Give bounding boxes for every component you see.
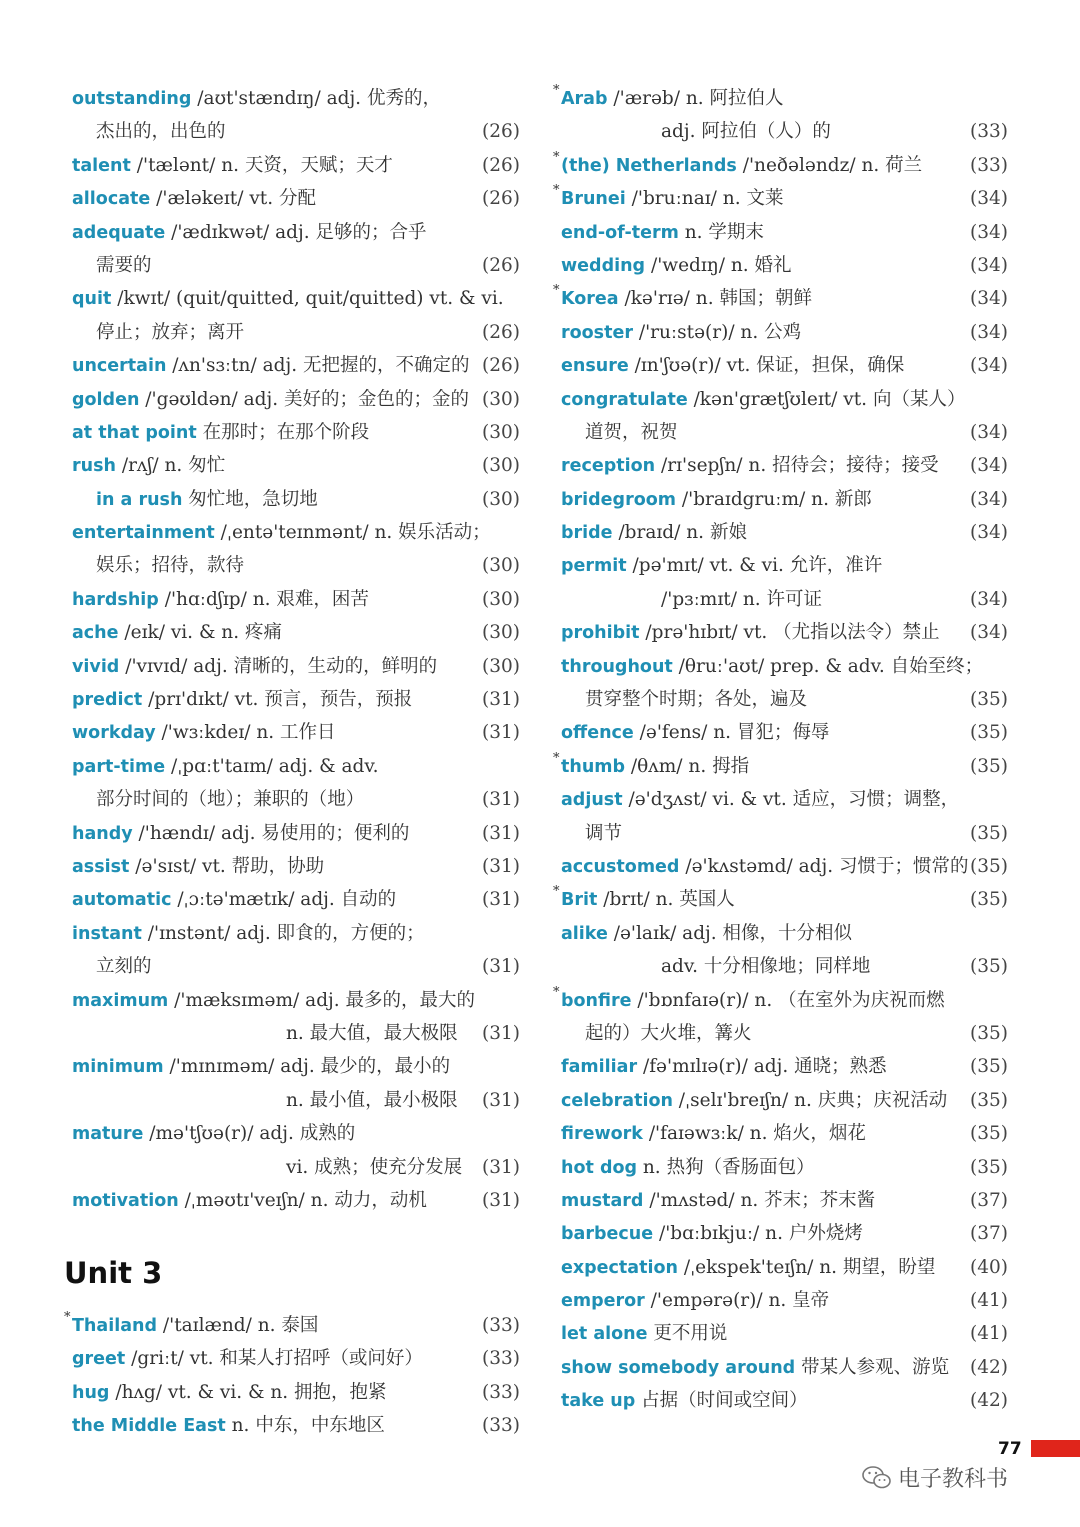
vocab-entry [72, 383, 520, 416]
watermark-text: 电子教科书 [898, 1467, 1009, 1492]
vocab-word: Arab [561, 89, 608, 109]
vocab-entry [72, 316, 520, 349]
page-reference: (34) [970, 321, 1008, 343]
vocab-definition: 需要的 [96, 254, 152, 276]
vocab-entry [561, 416, 1008, 449]
vocab-word: at that point [72, 422, 197, 443]
vocab-word: Thailand [72, 1316, 157, 1336]
vocab-definition: /'bruːnaɪ/ n. 文莱 [625, 188, 784, 210]
vocab-definition: n. 热狗（香肠面包） [637, 1156, 815, 1178]
vocab-word: outstanding [72, 89, 192, 109]
vocab-word: bonfire [561, 990, 632, 1011]
vocab-entry [561, 716, 1008, 749]
vocab-entry [72, 449, 520, 482]
vocab-entry [72, 917, 520, 950]
vocab-definition: /mə'tʃʊə(r)/ adj. 成熟的 [143, 1123, 356, 1145]
vocab-word: reception [561, 456, 656, 477]
vocab-entry [72, 416, 520, 449]
vocab-word: thumb [561, 756, 626, 777]
page-reference: (35) [970, 1056, 1008, 1078]
vocab-entry [72, 1151, 520, 1184]
vocab-definition: n. 中东，中东地区 [225, 1415, 385, 1437]
vocab-entry [72, 950, 520, 983]
vocab-entry [553, 750, 1008, 783]
vocab-word: permit [561, 556, 627, 577]
page-reference: (31) [482, 789, 520, 811]
vocab-definition: 部分时间的（地）；兼职的（地） [96, 789, 365, 811]
vocab-word: alike [561, 923, 608, 944]
vocab-definition: /eɪk/ vi. & n. 疼痛 [118, 622, 282, 644]
vocab-word: ensure [561, 356, 629, 377]
vocab-word: greet [72, 1349, 126, 1370]
vocab-entry [561, 1184, 1008, 1217]
page-reference: (31) [482, 855, 520, 877]
vocab-word: barbecue [561, 1224, 654, 1245]
vocab-word: expectation [561, 1257, 678, 1278]
vocab-word: firework [561, 1124, 643, 1145]
watermark [862, 1462, 1008, 1493]
vocab-definition: /prə'hɪbɪt/ vt. （尤指以法令）禁止 [639, 622, 940, 644]
page-reference: (34) [970, 254, 1008, 276]
unit-heading: Unit 3 [64, 1256, 163, 1290]
vocab-word: mustard [561, 1190, 644, 1211]
asterisk-mark: * [553, 750, 560, 766]
vocab-definition: /ˌselɪ'breɪʃn/ n. 庆典；庆祝活动 [672, 1089, 948, 1111]
vocab-entry [561, 1317, 1008, 1350]
vocab-entry [72, 1376, 520, 1409]
vocab-word: wedding [561, 255, 646, 276]
vocab-definition: /rʌʃ/ n. 匆忙 [115, 455, 226, 477]
vocab-word: workday [72, 723, 156, 744]
vocab-entry [561, 1050, 1008, 1083]
vocab-entry [72, 483, 520, 516]
vocab-entry [72, 516, 520, 549]
vocab-definition: /'æləkeɪt/ vt. 分配 [150, 188, 316, 210]
vocab-entry [561, 683, 1008, 716]
wechat-icon [862, 1465, 892, 1491]
vocab-entry [72, 149, 520, 182]
vocab-word: emperor [561, 1291, 645, 1312]
page-reference: (34) [970, 188, 1008, 210]
vocab-word: golden [72, 389, 140, 410]
vocab-word: allocate [72, 189, 151, 210]
vocab-definition: /'faɪəwɜːk/ n. 焰火，烟花 [642, 1123, 866, 1145]
page-reference: (26) [482, 188, 520, 210]
page-reference: (35) [970, 1123, 1008, 1145]
vocab-entry [72, 817, 520, 850]
vocab-definition: /'gəʊldən/ adj. 美好的；金色的；金的 [139, 388, 469, 410]
page-reference: (35) [970, 755, 1008, 777]
vocab-entry [553, 182, 1008, 215]
page-reference: (34) [970, 455, 1008, 477]
vocab-definition: /'mæksɪməm/ adj. 最多的，最大的 [168, 989, 476, 1011]
page-reference: (30) [482, 421, 520, 443]
vocab-definition: /'neðələndz/ n. 荷兰 [736, 154, 923, 176]
vocab-definition: /θruː'aʊt/ prep. & adv. 自始至终； [672, 655, 984, 677]
vocab-definition: /hʌg/ vt. & vi. & n. 拥抱，抱紧 [109, 1381, 387, 1403]
vocab-definition: /'hændɪ/ adj. 易使用的；便利的 [132, 822, 410, 844]
vocab-definition: 更不用说 [647, 1323, 728, 1345]
vocab-entry [561, 516, 1008, 549]
vocab-definition: /'mʌstəd/ n. 芥末；芥末酱 [643, 1189, 876, 1211]
vocab-definition: /'vɪvɪd/ adj. 清晰的，生动的，鲜明的 [119, 655, 438, 677]
vocab-definition: /prɪ'dɪkt/ vt. 预言，预告，预报 [142, 689, 413, 711]
vocab-entry [72, 349, 520, 382]
vocab-word: talent [72, 155, 131, 176]
vocab-word: instant [72, 923, 142, 944]
vocab-entry [561, 1117, 1008, 1150]
right-column [553, 82, 1008, 1418]
vocab-definition: /'tælənt/ n. 天资，天赋；天才 [130, 154, 393, 176]
vocab-definition: 匆忙地，急切地 [182, 488, 318, 510]
vocab-definition: /kə'rɪə/ n. 韩国；朝鲜 [618, 288, 812, 310]
vocab-definition: /θʌm/ n. 拇指 [625, 755, 750, 777]
vocab-definition: 带某人参观、游览 [795, 1356, 950, 1378]
vocab-word: accustomed [561, 856, 680, 877]
vocab-entry [72, 683, 520, 716]
vocab-definition: /ˌentə'teɪnmənt/ n. 娱乐活动； [214, 522, 491, 544]
page-reference: (41) [970, 1323, 1008, 1345]
vocab-word: entertainment [72, 523, 215, 544]
vocab-entry [561, 483, 1008, 516]
vocab-definition: adv. 十分相像地；同样地 [661, 956, 871, 978]
vocab-entry [561, 216, 1008, 249]
vocab-definition: 杰出的，出色的 [96, 121, 226, 143]
page-reference: (31) [482, 956, 520, 978]
page-reference: (35) [970, 689, 1008, 711]
page-reference: (34) [970, 288, 1008, 310]
vocab-entry [553, 883, 1008, 916]
page-reference: (26) [482, 121, 520, 143]
unit3-list [64, 1309, 520, 1443]
vocab-definition: n. 最小值，最小极限 [286, 1089, 458, 1111]
vocab-word: automatic [72, 890, 172, 911]
vocab-definition: 立刻的 [96, 956, 152, 978]
page-reference: (37) [970, 1189, 1008, 1211]
vocab-entry [72, 82, 520, 115]
page-reference: (30) [482, 588, 520, 610]
vocab-definition: /braɪd/ n. 新娘 [612, 522, 747, 544]
vocab-entry [561, 1384, 1008, 1417]
page-reference: (34) [970, 522, 1008, 544]
vocab-entry [561, 383, 1008, 416]
vocab-definition: /ˌməʊtɪ'veɪʃn/ n. 动力，动机 [178, 1189, 427, 1211]
vocab-definition: /griːt/ vt. 和某人打招呼（或问好） [125, 1348, 423, 1370]
vocab-entry [72, 1084, 520, 1117]
page-reference: (35) [970, 855, 1008, 877]
vocab-word: show somebody around [561, 1357, 796, 1378]
vocab-definition: /'hɑːdʃɪp/ n. 艰难，困苦 [158, 588, 369, 610]
page-reference: (34) [970, 622, 1008, 644]
page-reference: (26) [482, 355, 520, 377]
vocab-definition: /'wɜːkdeɪ/ n. 工作日 [155, 722, 336, 744]
vocab-entry [561, 783, 1008, 816]
page-reference: (26) [482, 154, 520, 176]
asterisk-mark: * [553, 984, 560, 1000]
vocab-entry [72, 1342, 520, 1375]
vocab-word: adjust [561, 790, 623, 811]
vocab-entry [72, 583, 520, 616]
vocab-word: assist [72, 856, 130, 877]
vocab-entry [72, 1409, 520, 1442]
page-number: 77 [998, 1439, 1022, 1459]
vocab-entry [553, 282, 1008, 315]
vocab-word: the Middle East [72, 1416, 226, 1437]
page-reference: (35) [970, 1156, 1008, 1178]
vocab-word: minimum [72, 1057, 164, 1078]
vocab-definition: /ə'laɪk/ adj. 相像，十分相似 [607, 922, 853, 944]
page-reference: (35) [970, 889, 1008, 911]
vocab-word: familiar [561, 1057, 638, 1078]
vocab-definition: n. 最大值，最大极限 [286, 1022, 458, 1044]
page-reference: (34) [970, 355, 1008, 377]
vocab-definition: /ə'kʌstəmd/ adj. 习惯于；惯常的 [679, 855, 969, 877]
vocab-definition: /'taɪlænd/ n. 泰国 [157, 1315, 319, 1336]
page-reference: (30) [482, 488, 520, 510]
vocab-word: mature [72, 1124, 144, 1145]
vocab-definition: /kwɪt/ (quit/quitted, quit/quitted) vt. & vi. [111, 288, 504, 310]
vocab-entry [561, 549, 1008, 582]
vocab-entry [561, 349, 1008, 382]
page-reference: (26) [482, 321, 520, 343]
page-reference: (30) [482, 622, 520, 644]
vocab-word: adequate [72, 222, 166, 243]
page-reference: (31) [482, 1189, 520, 1211]
vocab-word: celebration [561, 1090, 673, 1111]
vocab-entry [72, 1017, 520, 1050]
vocab-definition: /'wedɪŋ/ n. 婚礼 [645, 254, 792, 276]
vocab-definition: /ˌɔːtə'mætɪk/ adj. 自动的 [171, 889, 397, 911]
vocab-definition: 娱乐；招待，款待 [96, 555, 245, 577]
page-reference: (35) [970, 956, 1008, 978]
asterisk-mark: * [64, 1310, 71, 1325]
asterisk-mark: * [553, 884, 560, 900]
page-reference: (30) [482, 455, 520, 477]
page-number-bar [1031, 1440, 1080, 1457]
vocab-entry [72, 984, 520, 1017]
vocab-definition: 在那时；在那个阶段 [196, 421, 370, 443]
page-reference: (42) [970, 1390, 1008, 1412]
vocab-entry [561, 950, 1008, 983]
vocab-definition: /fə'mɪlɪə(r)/ adj. 通晓；熟悉 [637, 1056, 887, 1078]
vocab-entry [553, 149, 1008, 182]
vocab-entry [561, 115, 1008, 148]
vocab-word: Brit [561, 890, 598, 911]
vocab-entry [72, 650, 520, 683]
vocab-entry [72, 1117, 520, 1150]
page-reference: (40) [970, 1256, 1008, 1278]
vocab-entry [72, 850, 520, 883]
vocab-definition: 贯穿整个时期；各处，遍及 [585, 689, 808, 711]
vocab-entry [72, 216, 520, 249]
vocab-word: prohibit [561, 623, 640, 644]
page-reference: (37) [970, 1223, 1008, 1245]
page-reference: (31) [482, 889, 520, 911]
vocab-definition: 调节 [585, 822, 623, 844]
vocab-word: in a rush [96, 489, 183, 510]
vocab-definition: /'ruːstə(r)/ n. 公鸡 [632, 321, 802, 343]
vocab-definition: adj. 阿拉伯（人）的 [661, 121, 831, 143]
page-reference: (35) [970, 822, 1008, 844]
vocab-word: hot dog [561, 1157, 638, 1178]
page-reference: (35) [970, 1022, 1008, 1044]
page-reference: (35) [970, 722, 1008, 744]
page-reference: (26) [482, 254, 520, 276]
vocab-word: predict [72, 690, 143, 711]
vocab-definition: /'ædɪkwət/ adj. 足够的；合乎 [165, 221, 427, 243]
page-reference: (34) [970, 588, 1008, 610]
page-reference: (33) [482, 1415, 520, 1437]
page-reference: (41) [970, 1290, 1008, 1312]
vocab-word: end-of-term [561, 222, 679, 243]
vocab-entry [72, 750, 520, 783]
vocab-entry [561, 249, 1008, 282]
vocab-definition: /'ɪnstənt/ adj. 即食的，方便的； [141, 922, 425, 944]
vocab-definition: /ə'dʒʌst/ vi. & vt. 适应，习惯；调整， [622, 789, 960, 811]
vocab-definition: /'bɒnfaɪə(r)/ n. （在室外为庆祝而燃 [631, 989, 945, 1011]
vocab-definition: n. 学期末 [678, 221, 764, 243]
vocab-entry [561, 650, 1008, 683]
vocab-definition: /'ærəb/ n. 阿拉伯人 [607, 88, 784, 109]
left-column [72, 82, 520, 1217]
vocab-entry [561, 850, 1008, 883]
page-reference: (31) [482, 1089, 520, 1111]
vocab-definition: 起的）大火堆，篝火 [585, 1022, 752, 1044]
page-reference: (34) [970, 421, 1008, 443]
vocab-definition: 停止；放弃；离开 [96, 321, 245, 343]
page-reference: (30) [482, 655, 520, 677]
vocab-word: Brunei [561, 189, 626, 210]
vocab-entry [561, 1084, 1008, 1117]
page-reference: (33) [482, 1315, 520, 1336]
page-reference: (31) [482, 689, 520, 711]
vocab-word: Korea [561, 289, 619, 310]
vocab-definition: /ˌekspek'teɪʃn/ n. 期望，盼望 [677, 1256, 936, 1278]
vocab-entry [72, 249, 520, 282]
vocab-entry [561, 1284, 1008, 1317]
page-reference: (34) [970, 488, 1008, 510]
vocab-entry [561, 1251, 1008, 1284]
vocab-entry [561, 1017, 1008, 1050]
vocab-word: offence [561, 723, 634, 744]
vocab-entry [561, 1217, 1008, 1250]
vocab-word: rush [72, 456, 116, 477]
asterisk-mark: * [553, 149, 560, 165]
vocab-word: maximum [72, 990, 169, 1011]
vocab-definition: /ˌpɑːt'taɪm/ adj. & adv. [165, 755, 379, 777]
vocab-entry [561, 583, 1008, 616]
page-reference: (30) [482, 388, 520, 410]
vocab-entry [561, 449, 1008, 482]
vocab-entry [561, 1151, 1008, 1184]
vocab-word: congratulate [561, 389, 688, 410]
vocab-entry [72, 783, 520, 816]
vocab-definition: /brɪt/ n. 英国人 [597, 889, 735, 911]
vocab-entry [64, 1309, 520, 1342]
vocab-entry [72, 549, 520, 582]
page-reference: (31) [482, 1022, 520, 1044]
vocab-word: bride [561, 523, 613, 544]
vocab-definition: /'pɜːmɪt/ n. 许可证 [661, 588, 822, 610]
page-reference: (31) [482, 1156, 520, 1178]
vocab-entry [561, 817, 1008, 850]
vocab-entry [561, 917, 1008, 950]
vocab-definition: /pə'mɪt/ vt. & vi. 允许，准许 [626, 555, 883, 577]
asterisk-mark: * [553, 183, 560, 199]
vocab-definition: /ɪn'ʃʊə(r)/ vt. 保证，担保，确保 [628, 355, 905, 377]
page-reference: (33) [970, 154, 1008, 176]
vocab-word: hug [72, 1382, 110, 1403]
page-reference: (33) [482, 1381, 520, 1403]
vocab-word: hardship [72, 589, 159, 610]
vocab-word: bridegroom [561, 489, 676, 510]
page-reference: (33) [970, 121, 1008, 143]
vocab-word: rooster [561, 322, 633, 343]
vocab-word: throughout [561, 656, 673, 677]
page-reference: (33) [482, 1348, 520, 1370]
vocab-entry [72, 115, 520, 148]
vocab-definition: /aʊt'stændɪŋ/ adj. 优秀的， [191, 88, 441, 109]
page-reference: (31) [482, 822, 520, 844]
vocab-entry [72, 1050, 520, 1083]
vocab-definition: /'braɪdgruːm/ n. 新郎 [676, 488, 872, 510]
vocab-definition: vi. 成熟；使充分发展 [286, 1156, 463, 1178]
vocab-word: handy [72, 823, 133, 844]
vocab-entry [553, 82, 1008, 115]
vocab-definition: /ə'sɪst/ vt. 帮助，协助 [129, 855, 325, 877]
vocab-word: quit [72, 289, 112, 310]
vocab-definition: /ʌn'sɜːtn/ adj. 无把握的，不确定的 [166, 355, 470, 377]
vocab-word: motivation [72, 1190, 179, 1211]
page-reference: (42) [970, 1356, 1008, 1378]
vocab-word: (the) Netherlands [561, 155, 737, 176]
vocab-word: ache [72, 623, 119, 644]
page-reference: (31) [482, 722, 520, 744]
vocab-definition: /kən'grætʃʊleɪt/ vt. 向（某人） [687, 388, 966, 410]
asterisk-mark: * [553, 283, 560, 299]
vocab-definition: 占据（时间或空间） [635, 1390, 808, 1412]
page-reference: (30) [482, 555, 520, 577]
vocab-definition: /'empərə(r)/ n. 皇帝 [644, 1290, 830, 1312]
vocab-definition: /'bɑːbɪkjuː/ n. 户外烧烤 [653, 1223, 863, 1245]
asterisk-mark: * [553, 83, 560, 98]
vocab-entry [72, 182, 520, 215]
vocab-entry [72, 716, 520, 749]
vocab-word: vivid [72, 656, 120, 677]
vocab-definition: /rɪ'sepʃn/ n. 招待会；接待；接受 [655, 455, 939, 477]
vocab-word: take up [561, 1391, 636, 1412]
vocab-entry [72, 883, 520, 916]
vocab-entry [72, 282, 520, 315]
page-reference: (34) [970, 221, 1008, 243]
vocab-entry [561, 1351, 1008, 1384]
vocab-entry [72, 1184, 520, 1217]
vocab-entry [72, 616, 520, 649]
vocab-definition: 道贺，祝贺 [585, 421, 678, 443]
vocab-entry [561, 316, 1008, 349]
vocab-definition: /'mɪnɪməm/ adj. 最少的，最小的 [163, 1056, 451, 1078]
vocab-entry [561, 616, 1008, 649]
vocab-word: uncertain [72, 356, 167, 377]
vocab-word: part-time [72, 756, 166, 777]
vocab-word: let alone [561, 1324, 648, 1345]
vocab-definition: /ə'fens/ n. 冒犯；侮辱 [633, 722, 830, 744]
vocab-entry [553, 984, 1008, 1017]
page-reference: (35) [970, 1089, 1008, 1111]
